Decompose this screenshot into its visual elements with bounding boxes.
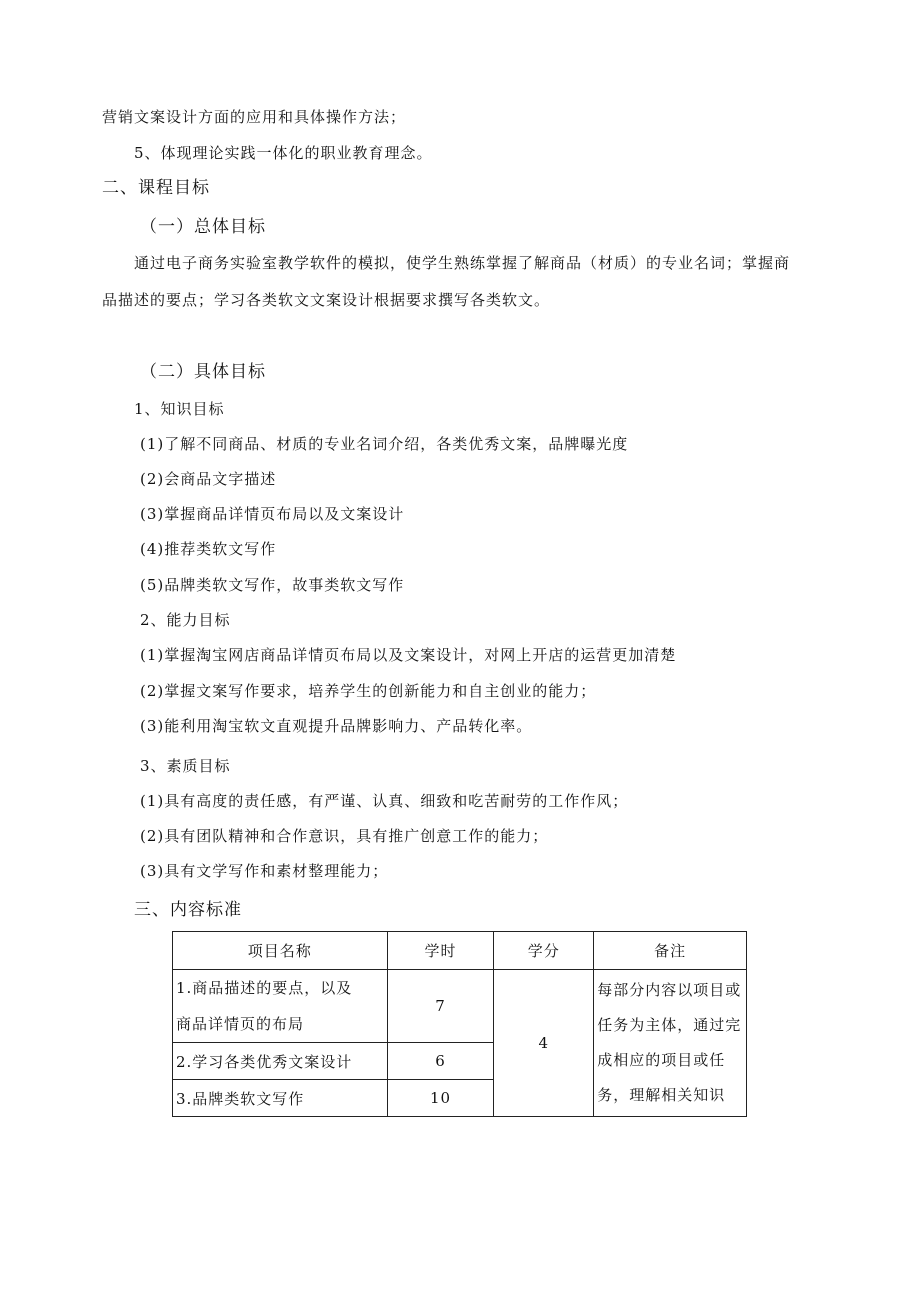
list-item: (1)具有高度的责任感，有严谨、认真、细致和吃苦耐劳的工作作风；: [140, 792, 629, 810]
hours-cell: 6: [387, 1043, 494, 1080]
cell-text: 商品详情页的布局: [176, 1015, 305, 1033]
table-header-cell: 项目名称: [173, 932, 388, 970]
table-header-cell: 备注: [594, 932, 747, 970]
project-name-cell: 3.品牌类软文写作: [173, 1080, 388, 1117]
list-item: (3)能利用淘宝软文直观提升品牌影响力、产品转化率。: [140, 717, 533, 735]
goal-category-title: 3、素质目标: [140, 757, 231, 775]
goal-category-title: 1、知识目标: [134, 400, 225, 418]
table-header-cell: 学时: [387, 932, 494, 970]
paragraph-continuation: 营销文案设计方面的应用和具体操作方法；: [102, 108, 407, 126]
paragraph: 通过电子商务实验室教学软件的模拟，使学生熟练掌握了解商品（材质）的专业名词；掌握商: [134, 254, 791, 272]
table-header-row: [173, 932, 747, 970]
note-line: 成相应的项目或任: [597, 1051, 726, 1069]
project-name-cell: [173, 970, 388, 1043]
note-cell: [594, 970, 747, 1117]
list-item: (2)掌握文案写作要求，培养学生的创新能力和自主创业的能力；: [140, 682, 597, 700]
table-header-cell: 学分: [494, 932, 594, 970]
note-line: 务，理解相关知识: [597, 1086, 726, 1104]
list-item: (1)了解不同商品、材质的专业名词介绍，各类优秀文案，品牌曝光度: [140, 435, 629, 453]
subsection-heading: （一）总体目标: [140, 217, 266, 237]
hours-cell: 10: [387, 1080, 494, 1117]
list-item: (4)推荐类软文写作: [140, 540, 277, 558]
content-standard-table: [172, 931, 747, 1117]
list-item: (3)掌握商品详情页布局以及文案设计: [140, 505, 405, 523]
note-line: 每部分内容以项目或: [597, 981, 742, 999]
cell-text: 1.商品描述的要点，以及: [176, 979, 353, 997]
paragraph: 品描述的要点；学习各类软文文案设计根据要求撰写各类软文。: [102, 291, 551, 309]
section-heading: 三、内容标准: [134, 900, 242, 920]
note-line: 任务为主体，通过完: [597, 1016, 742, 1034]
list-item: (2)具有团队精神和合作意识，具有推广创意工作的能力；: [140, 827, 549, 845]
list-item: (5)品牌类软文写作，故事类软文写作: [140, 576, 405, 594]
list-item: (1)掌握淘宝网店商品详情页布局以及文案设计，对网上开店的运营更加清楚: [140, 646, 677, 664]
list-item: (2)会商品文字描述: [140, 470, 277, 488]
hours-cell: 7: [387, 970, 494, 1043]
section-heading: 二、课程目标: [102, 178, 210, 198]
project-name-cell: 2.学习各类优秀文案设计: [173, 1043, 388, 1080]
list-item: (3)具有文学写作和素材整理能力；: [140, 862, 389, 880]
list-item: 5、体现理论实践一体化的职业教育理念。: [134, 144, 433, 162]
table-row: [173, 970, 747, 1043]
goal-category-title: 2、能力目标: [140, 611, 231, 629]
subsection-heading: （二）具体目标: [140, 362, 266, 382]
credits-cell: 4: [494, 970, 594, 1117]
